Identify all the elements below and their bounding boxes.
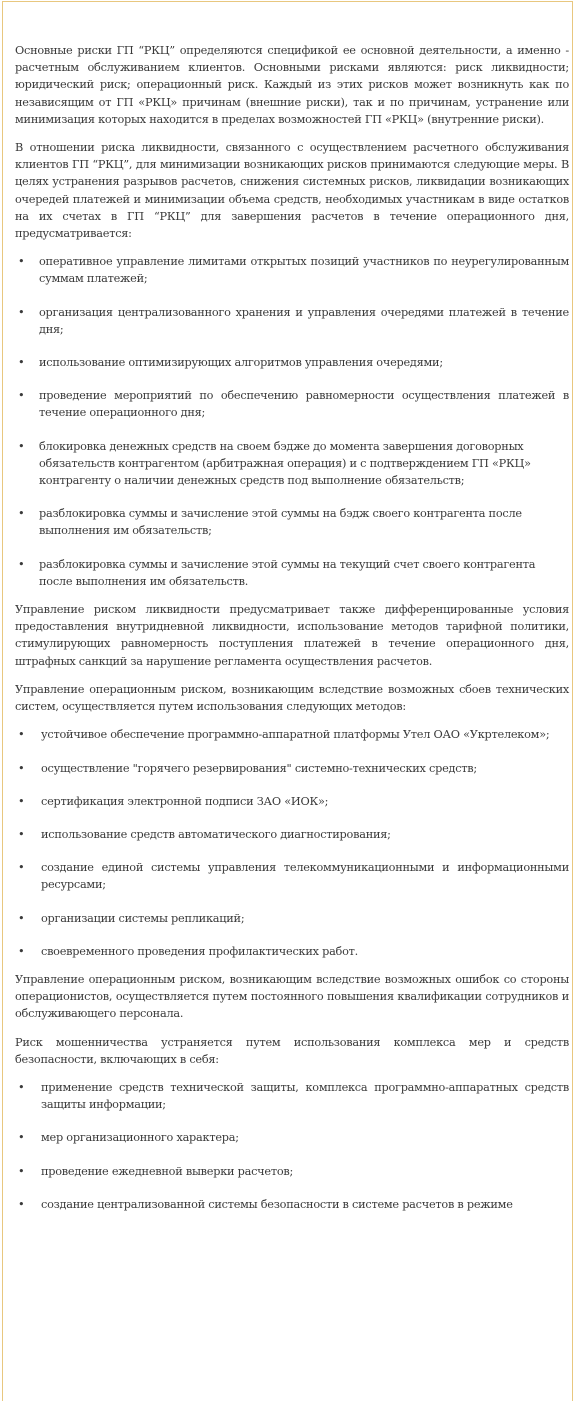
list-item: • мер организационного характера; (15, 1129, 569, 1146)
bullet-icon: • (18, 507, 25, 521)
bullet-icon: • (18, 861, 25, 875)
paragraph-liquidity-management: Управление риском ликвидности предусматривает также дифференцированные условия предоставления внутридневной ликвидности, использование методов тарифной политики, стимулирующих равномерность поступления платежей в течение операционного дня, штрафных санкций за нарушение регламента осуществления расчетов. (15, 603, 569, 668)
bullet-icon: • (18, 389, 25, 403)
bullet-icon: • (18, 794, 25, 808)
list-item: • применение средств технической защиты, комплекса программно-аппаратных средств защиты информации; (18, 1080, 569, 1112)
bullet-icon: • (18, 557, 25, 571)
list-item: • использование средств автоматического диагностирования; (15, 826, 569, 843)
list-item: • осуществление "горячего резервирования" системно-технических средств; (15, 760, 569, 777)
bullet-icon: • (18, 255, 25, 269)
bullet-icon: • (18, 305, 25, 319)
paragraph-main-risks: Основные риски ГП “РКЦ” определяются спецификой ее основной деятельности, а именно - расчетным обслуживанием клиентов. Основными рисками являются: риск ликвидности; юридический риск; операционный риск. Каждый из этих рисков может возникнуть как по независящим от ГП «РКЦ» причинам (внешние риски), так и по причинам, устранение или минимизация которых находится в пределах возможностей ГП «РКЦ» (внутренние риски). (15, 44, 569, 126)
list-item: • разблокировка суммы и зачисление этой суммы на бэдж своего контрагента после выполнения им обязательств; (18, 507, 522, 538)
list-item: • создание централизованной системы безопасности в системе расчетов в режиме (15, 1196, 569, 1213)
bullet-icon: • (18, 1164, 25, 1178)
list-item: • устойчивое обеспечение программно-аппаратной платформы Утел ОАО «Укртелеком»; (15, 726, 569, 743)
list-item: • блокировка денежных средств на своем бэдже до момента завершения договорных обязательств контрагентом (арбитражная операция) и с подтверждением ГП «РКЦ» контрагенту о наличии денежных средств под выполнение обязательств; (18, 439, 531, 488)
bullet-icon: • (18, 1197, 25, 1211)
list-item: • сертификация электронной подписи ЗАО «ИОК»; (15, 793, 569, 810)
list-item: • создание единой системы управления телекоммуникационными и информационными ресурсами; (18, 861, 569, 892)
bullet-icon: • (18, 827, 25, 841)
bullet-icon: • (18, 911, 25, 925)
bullet-icon: • (18, 944, 25, 958)
paragraph-liquidity-risk: В отношении риска ликвидности, связанного с осуществлением расчетного обслуживания клиентов ГП “РКЦ”, для минимизации возникающих рисков принимаются следующие меры. В целях устранения разрывов расчетов, снижения системных рисков, ликвидации возникающих очередей платежей и минимизации объема средств, необходимых участникам в виде остатков на их счетах в ГП “РКЦ” для завершения расчетов в течение операционного дня, предусматривается: (15, 141, 569, 241)
bullet-icon: • (18, 1131, 25, 1145)
list-item: • проведение ежедневной выверки расчетов; (15, 1163, 569, 1180)
paragraph-fraud-risk: Риск мошенничества устраняется путем использования комплекса мер и средств безопасности, включающих в себя: (15, 1035, 569, 1066)
article-body (15, 42, 569, 1229)
list-item: • проведение мероприятий по обеспечению равномерности осуществления платежей в течение операционного дня; (18, 389, 569, 420)
list-item: • оперативное управление лимитами открытых позиций участников по неурегулированным суммам платежей; (18, 255, 569, 286)
list-item: • организации системы репликаций; (15, 910, 569, 927)
list-item: • разблокировка суммы и зачисление этой суммы на текущий счет своего контрагента после выполнения им обязательств. (18, 557, 536, 588)
content-frame (2, 1, 573, 1401)
bullet-icon: • (18, 356, 25, 370)
operational-methods-list (15, 726, 569, 960)
paragraph-operational-risk: Управление операционным риском, возникающим вследствие возможных сбоев технических систем, осуществляется путем использования следующих методов: (15, 682, 569, 714)
liquidity-measures-list (15, 253, 569, 590)
bullet-icon: • (18, 761, 25, 775)
list-item: • своевременного проведения профилактических работ. (15, 943, 569, 960)
list-item: • использование оптимизирующих алгоритмов управления очередями; (15, 354, 569, 371)
bullet-icon: • (18, 439, 25, 453)
fraud-measures-list (15, 1079, 569, 1213)
paragraph-operator-errors: Управление операционным риском, возникающим вследствие возможных ошибок со стороны операционистов, осуществляется путем постоянного повышения квалификации сотрудников и обслуживающего персонала. (15, 972, 569, 1021)
bullet-icon: • (18, 1080, 25, 1094)
list-item: • организация централизованного хранения и управления очередями платежей в течение дня; (18, 305, 569, 336)
bullet-icon: • (18, 728, 25, 742)
